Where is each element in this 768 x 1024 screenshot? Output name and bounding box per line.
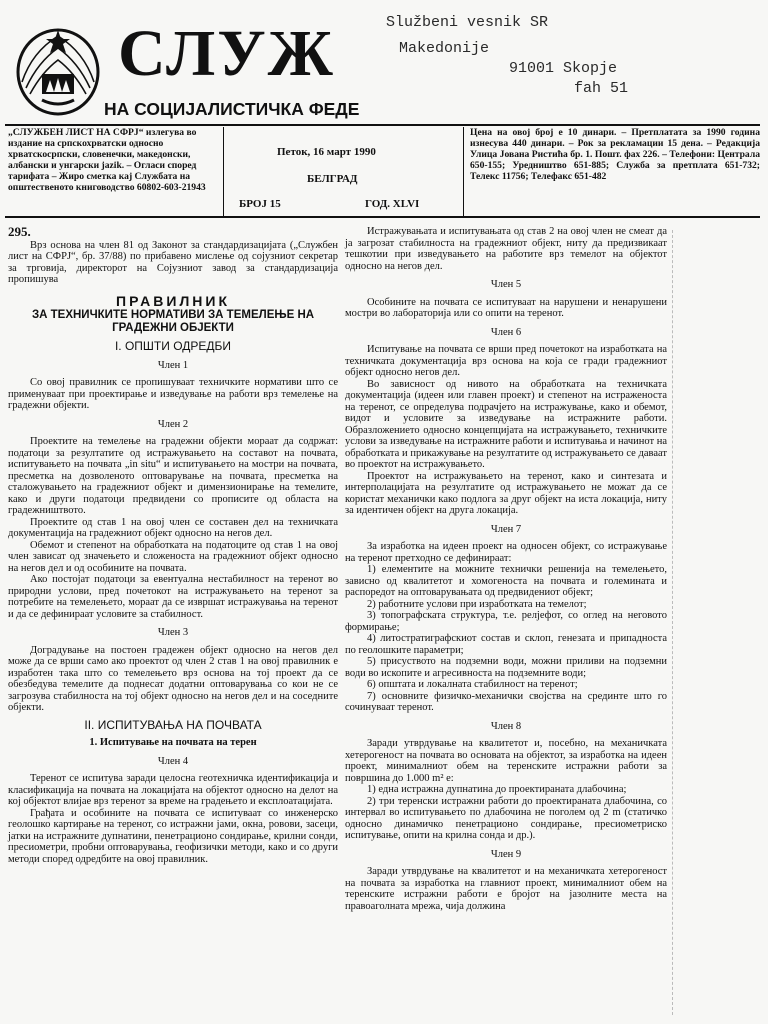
header-rule-bottom: [5, 216, 760, 218]
stamp-line-4: fah 51: [574, 80, 629, 97]
list-item: 1) една истражна дупнатина до проектираната длабочина;: [367, 784, 627, 795]
article-heading: Член 2: [157, 418, 189, 430]
preamble: Врз основа на член 81 од Законот за стандардизацијата („Службен лист на СФРЈ“, бр. 37/88) по прибавено мислење од сојузниот секретар за трговија, директорот на Сојузниот завод за стандардизација пропишува: [8, 239, 338, 285]
article-text: Ако постојат податоци за евентуална нестабилност на теренот во природни услови, пред почетокот на истражувањето на теренот за потребите на темелењето, мораат да се извршат истражувања на теренот и да се дефинираат условите за стабилност.: [8, 574, 338, 620]
article-heading: Член 7: [490, 523, 522, 535]
document-title: ПРАВИЛНИК: [116, 292, 230, 309]
list-item: 4) литостратиграфскиот состав и склоп, генезата и припадноста по геолошките параметри;: [345, 633, 667, 656]
document-subtitle: ЗА ТЕХНИЧКИТЕ НОРМАТИВИ ЗА ТЕМЕЛЕЊЕ НА ГРАДЕЖНИ ОБЈЕКТИ: [31, 309, 315, 334]
state-emblem-icon: [12, 22, 104, 118]
article-text: Заради утврдување на квалитетот и на механичката хетерогеност на почвата за изработка на главниот проект, минималниот обем на теренските истражни работи е бројот на јазолните места на правоаголната мрежа, чија должина: [345, 866, 667, 912]
article-heading: Член 6: [490, 326, 522, 338]
article-text: Проектот на истражувањето на теренот, како и синтезата и интерполацијата на резултатите од истражувањето не можат да се користат механички како подлога за друг објект на иста локација, ниту за идентичен објект на друга локација.: [345, 470, 667, 516]
publisher-info: „СЛУЖБЕН ЛИСТ НА СФРЈ“ излегува во издание на српскохрватски односно хрватскосрпски, словенечки, македонски, албански и унгарски jazik. – Огласи според тарифата – Жиро сметка кај Службата на општественото книговодство 60802-603-21943: [8, 127, 206, 193]
list-item: 2) работните услови при изработката на темелот;: [367, 598, 587, 610]
article-heading: Член 9: [490, 848, 522, 860]
column-divider: [463, 127, 464, 217]
article-text: Доградување на постоен градежен објект односно на негов дел може да се врши само ако проектот од член 2 став 1 на овој правилник е изработен така што со темелењето врз основа на тој проект да се обезбедува темелите да поднесат додатни оптоварувања со кои не се загрозува стабилноста на тој објект односно на негов дел и на соседните објекти.: [8, 644, 338, 713]
article-text: Проектите од став 1 на овој член се составен дел на техничката документација на градежниот објект односно на негов дел.: [8, 516, 338, 539]
article-text: За изработка на идеен проект на односен објект, со истражување на теренот претходно се дефинираат:: [345, 541, 667, 564]
issue-city: БЕЛГРАД: [307, 173, 358, 185]
section-heading: I. ОПШТИ ОДРЕДБИ: [114, 339, 232, 353]
article-text: Особините на почвата се испитуваат на нарушени и ненарушени мостри во лабораторија или со опити на теренот.: [345, 296, 667, 319]
article-heading: Член 1: [157, 359, 189, 371]
left-column: [8, 226, 338, 865]
header-rule-top: [5, 124, 760, 126]
masthead-subtitle: НА СОЦИЈАЛИСТИЧКА ФЕДЕ: [104, 99, 360, 119]
article-heading: Член 5: [490, 279, 522, 290]
stamp-line-2: Makedonije: [399, 40, 490, 57]
stamp-line-3: 91001 Skopje: [509, 60, 618, 77]
article-text: Теренот се испитува заради целосна геотехничка идентификација и класификација на почвата на локацијата на објектот односно на делот на кој објектот влијае врз теренот за време на градењето и експлоатацијата.: [8, 773, 338, 807]
page-edge: [672, 230, 673, 1015]
article-heading: Член 4: [157, 755, 189, 767]
list-item: 1) елементите на можните технички решенија на темелењето, зависно од квалитетот и хомогеноста на почвата и големината и распоредот на оптоварувањата од предвидениот објект;: [345, 564, 667, 598]
list-item: 6) општата и локалната стабилност на теренот;: [367, 679, 578, 690]
stamp-line-1: Službeni vesnik SR: [386, 14, 549, 31]
price-info: Цена на овој број е 10 динари. – Претплатата за 1990 година изнесува 440 динари. – Рок за рекламации 15 дена. – Редакција Улица Јована Ристића бр. 1. Пошт. фах 226. – Телефони: Централа 650-155; Уредништво 651-885; Служба за претплата 651-732; Телекс 11756; Телефакс 651-482: [470, 127, 760, 182]
issue-date: Петок, 16 март 1990: [277, 146, 376, 158]
issue-info: [225, 127, 463, 215]
article-text: Проектите на темелење на градежни објекти мораат да содржат: податоци за резултатите од истражувањето на составот на почвата, испитувањето на почвата „in situ“ и испитувањето на мостри на почвата, пресметка на дозволеното оптоварување на почвата, пресметка на сталожувањето на градежниот објект и димензионирање на темелите, како и други податоци предвидени со прописите од областа на градежништвото.: [8, 436, 338, 516]
article-heading: Член 8: [490, 720, 522, 732]
article-text: Грађата и особините на почвата се испитуваат со инженерско геолошко картирање на теренот, со истражни јами, окна, ровови, засеци, јатки на истражните дупнатини, пенетрационо сондирање, крилни сонди, пресиометри, пробни оптоварувања, геофизички методи, како и со други методи според одредбите на овој правилник.: [8, 807, 338, 865]
article-text: Обемот и степенот на обработката на податоците од став 1 на овој член зависат од значењето и сложеноста на градежниот објект односно на негов дел и од особините на почвата.: [8, 539, 338, 574]
article-text: Заради утврдување на квалитетот и, посебно, на механичката хетерогеност на почвата во основата на објектот, за изработка на идеен проект, минималниот обем на теренските истражни работи за површина до 1.000 m² е:: [345, 738, 667, 784]
list-item: 2) три теренски истражни работи до проектираната длабочина, со интервал во испитувањето по длабочина не поголем од 2 m (статичко односно динамичко пенетрационо сондирање, пресиометриско испитување, опити на крилна сонда и др.).: [345, 795, 667, 841]
article-text: Со овој правилник се пропишуваат техничките нормативи што се применуваат при проектирање и изведување на работи врз темелење на градежни објекти.: [8, 377, 338, 411]
article-text: Испитување на почвата се врши пред почетокот на изработката на техничката документација врз основа на која се гради градежниот објект односно негов дел.: [345, 344, 667, 378]
section-heading: II. ИСПИТУВАЊА НА ПОЧВАТА: [84, 717, 262, 732]
right-column: [345, 226, 667, 912]
issue-number: БРОЈ 15: [239, 198, 281, 210]
masthead-title: СЛУЖ: [118, 17, 335, 90]
article-heading: Член 3: [157, 627, 189, 638]
subsection-heading: 1. Испитување на почвата на терен: [89, 737, 257, 748]
article-text: Во зависност од нивото на обработката на техничката документација (идеен или главен проект) и степенот на истраженоста на теренот, се определува подрачјето на истражување, како и обемот, видот и условите за изведување на истражните работи. Образложението односно концепцијата на истражувањето, техничките услови за изведување на истражните работи и испитувања и начинот на обработката и прикажување на резултатите од истражувањето се даваат во проектот на истражувањето.: [345, 378, 667, 470]
issue-year: ГОД. XLVI: [365, 198, 420, 210]
document-number: 295.: [8, 224, 31, 239]
list-item: 7) основните физичко-механички својства на срединте што го сочинуваат теренот.: [345, 690, 667, 713]
list-item: 3) топографската структура, т.е. релјефот, со оглед на неговото формирање;: [345, 610, 667, 633]
article-text: Истражувањата и испитувањата од став 2 на овој член не смеат да ја загрозат стабилноста на градежниот објект, ниту да предизвикаат тешкотии при изведувањето на работите врз темелот на објектот односно на негов дел.: [345, 226, 667, 272]
column-divider: [223, 127, 224, 217]
list-item: 5) присуството на подземни води, можни приливи на подземни води во ископите и агресивноста на подземните води;: [345, 656, 667, 679]
